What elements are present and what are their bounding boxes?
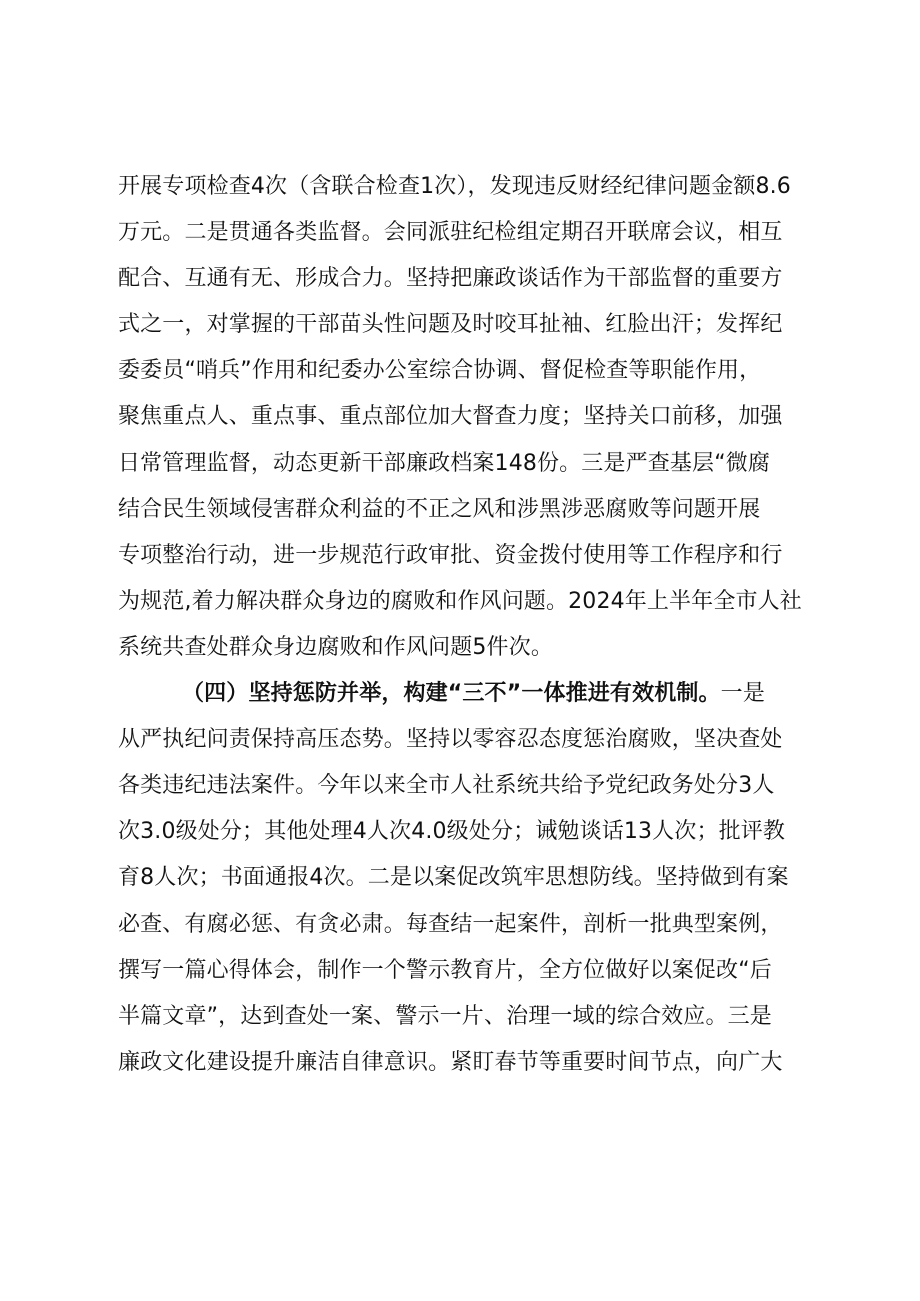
text-line: 育8人次；书面通报4次。二是以案促改筑牢思想防线。坚持做到有案 [118, 865, 789, 891]
body-text [118, 164, 820, 1086]
section-heading: （四）坚持惩防并举，构建“三不”一体推进有效机制。 [182, 681, 721, 707]
text-line: 结合民生领域侵害群众利益的不正之风和涉黑涉恶腐败等问题开展 [118, 496, 761, 522]
text-line: 专项整治行动，进一步规范行政审批、资金拨付使用等工作程序和行 [118, 542, 783, 568]
text-line: 系统共查处群众身边腐败和作风问题5件次。 [118, 634, 553, 660]
text-line: 必查、有腐必惩、有贪必肃。每查结一起案件，剖析一批典型案例， [118, 911, 783, 937]
text-line: 撰写一篇心得体会，制作一个警示教育片，全方位做好以案促改“后 [118, 957, 772, 983]
text-line: 半篇文章”，达到查处一案、警示一片、治理一域的综合效应。三是 [118, 1003, 772, 1029]
text-line: 配合、互通有无、形成合力。坚持把廉政谈话作为干部监督的重要方 [118, 266, 783, 292]
text-line: 为规范,着力解决群众身边的腐败和作风问题。2024年上半年全市人社 [118, 588, 802, 614]
text-line: 式之一，对掌握的干部苗头性问题及时咬耳扯袖、红脸出汗；发挥纪 [118, 312, 783, 338]
section-heading-continuation: 一是 [720, 681, 765, 707]
text-line: 各类违纪违法案件。今年以来全市人社系统共给予党纪政务处分3人 [118, 773, 775, 799]
section-heading-line [118, 671, 820, 717]
text-line: 日常管理监督，动态更新干部廉政档案148份。三是严查基层“微腐 [118, 450, 771, 476]
text-line: 次3.0级处分；其他处理4人次4.0级处分；诫勉谈话13人次；批评教 [118, 819, 786, 845]
text-line: 从严执纪问责保持高压态势。坚持以零容忍态度惩治腐败，坚决查处 [118, 727, 783, 753]
text-line: 开展专项检查4次（含联合检查1次），发现违反财经纪律问题金额8.6 [118, 174, 791, 199]
text-line: 万元。二是贯通各类监督。会同派驻纪检组定期召开联席会议，相互 [118, 220, 783, 246]
text-line: 聚焦重点人、重点事、重点部位加大督查力度；坚持关口前移，加强 [118, 404, 783, 430]
text-line: 廉政文化建设提升廉洁自律意识。紧盯春节等重要时间节点，向广大 [118, 1049, 783, 1075]
text-line: 委委员“哨兵”作用和纪委办公室综合协调、督促检查等职能作用， [118, 358, 762, 384]
